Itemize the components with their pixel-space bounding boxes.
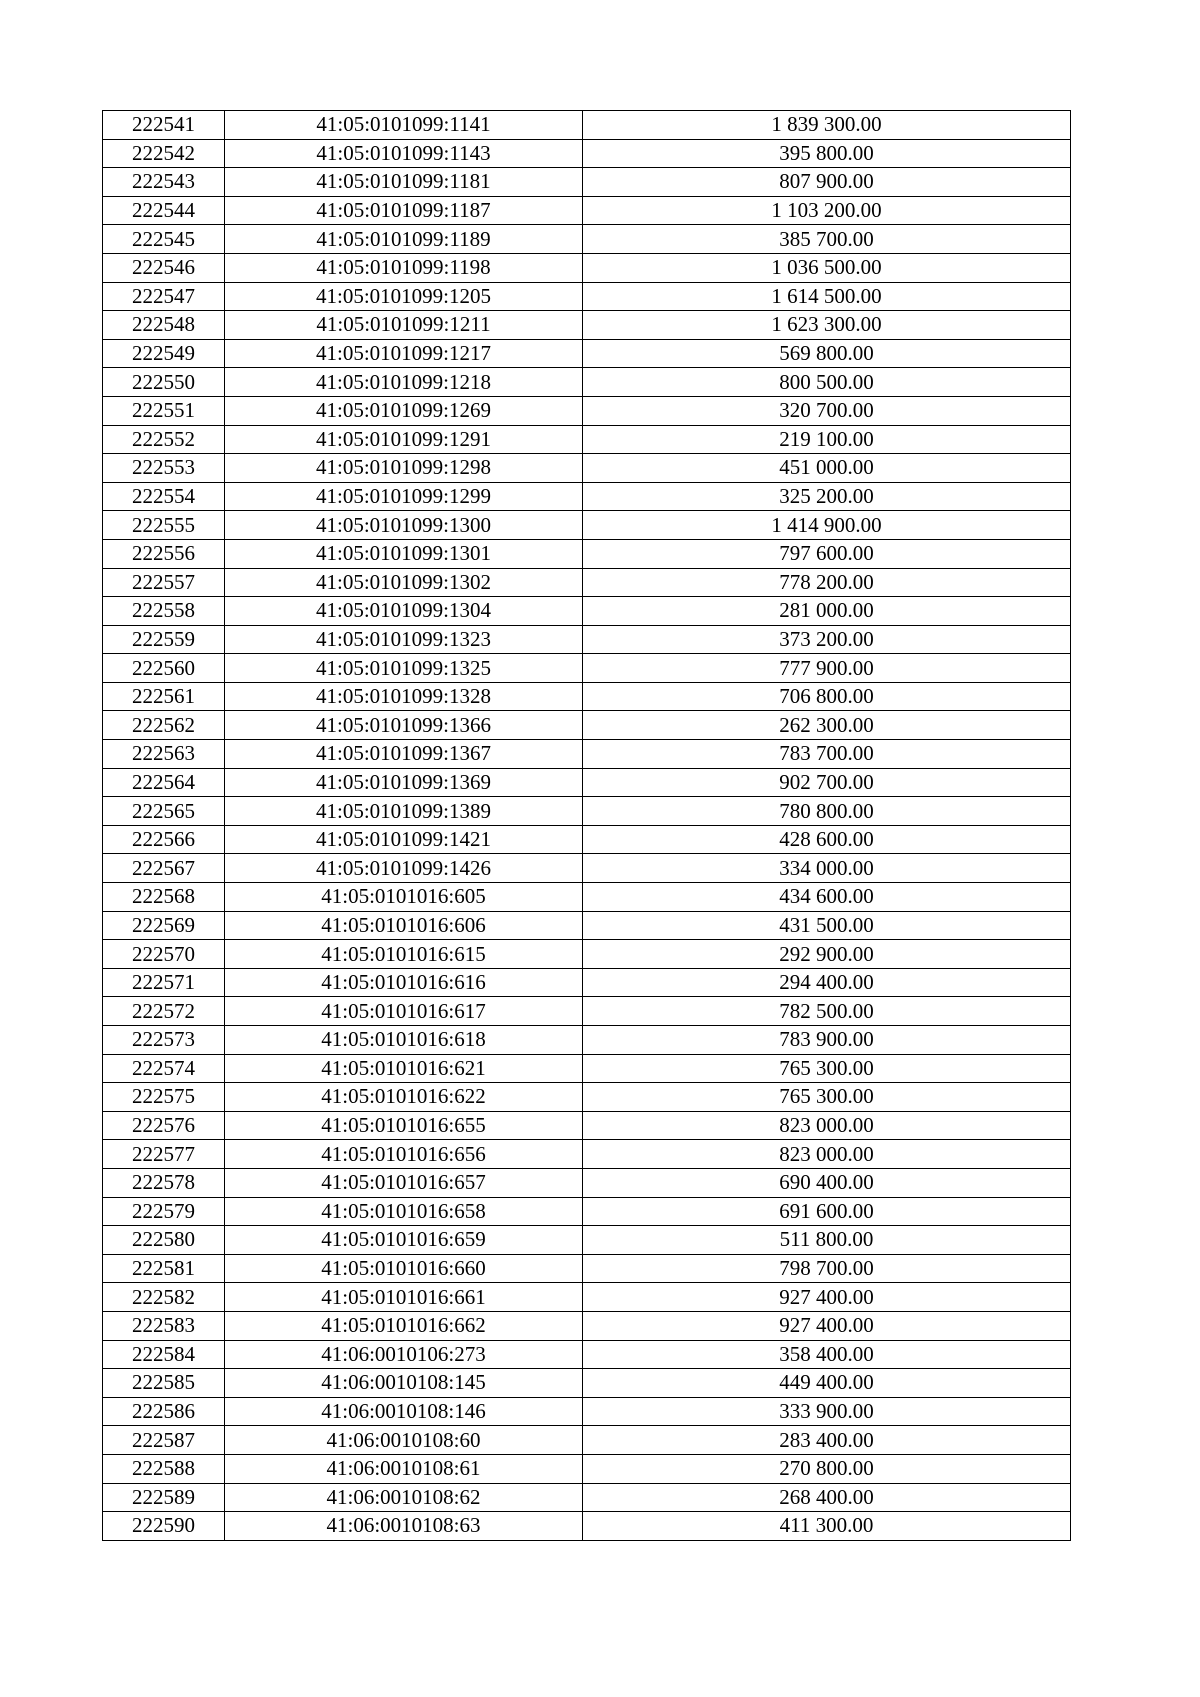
row-number-cell: 222582: [103, 1283, 225, 1312]
cadastral-value-cell: 798 700.00: [583, 1254, 1071, 1283]
table-row: [103, 1168, 1071, 1197]
row-number-cell: 222579: [103, 1197, 225, 1226]
table-row: [103, 1311, 1071, 1340]
cadastral-number-cell: 41:05:0101099:1269: [225, 396, 583, 425]
cadastral-value-cell: 823 000.00: [583, 1140, 1071, 1169]
row-number-cell: 222563: [103, 740, 225, 769]
cadastral-value-cell: 783 900.00: [583, 1026, 1071, 1055]
row-number-cell: 222558: [103, 597, 225, 626]
cadastral-value-cell: 1 614 500.00: [583, 282, 1071, 311]
cadastral-number-cell: 41:06:0010108:63: [225, 1512, 583, 1541]
table-row: [103, 825, 1071, 854]
cadastral-number-cell: 41:05:0101099:1369: [225, 768, 583, 797]
cadastral-value-cell: 283 400.00: [583, 1426, 1071, 1455]
cadastral-number-cell: 41:05:0101016:662: [225, 1311, 583, 1340]
row-number-cell: 222550: [103, 368, 225, 397]
row-number-cell: 222569: [103, 911, 225, 940]
table-row: [103, 797, 1071, 826]
cadastral-value-cell: 373 200.00: [583, 625, 1071, 654]
row-number-cell: 222570: [103, 940, 225, 969]
table-row: [103, 311, 1071, 340]
table-body: [103, 111, 1071, 1541]
cadastral-number-cell: 41:05:0101016:656: [225, 1140, 583, 1169]
row-number-cell: 222589: [103, 1483, 225, 1512]
cadastral-number-cell: 41:05:0101099:1389: [225, 797, 583, 826]
cadastral-value-cell: 511 800.00: [583, 1226, 1071, 1255]
cadastral-value-cell: 281 000.00: [583, 597, 1071, 626]
cadastral-value-cell: 268 400.00: [583, 1483, 1071, 1512]
cadastral-value-cell: 807 900.00: [583, 168, 1071, 197]
table-row: [103, 1512, 1071, 1541]
cadastral-value-cell: 765 300.00: [583, 1083, 1071, 1112]
row-number-cell: 222574: [103, 1054, 225, 1083]
cadastral-number-cell: 41:05:0101099:1217: [225, 339, 583, 368]
table-row: [103, 482, 1071, 511]
row-number-cell: 222561: [103, 682, 225, 711]
table-row: [103, 1397, 1071, 1426]
table-row: [103, 768, 1071, 797]
table-row: [103, 282, 1071, 311]
table-row: [103, 196, 1071, 225]
cadastral-number-cell: 41:05:0101099:1366: [225, 711, 583, 740]
row-number-cell: 222547: [103, 282, 225, 311]
cadastral-number-cell: 41:05:0101099:1302: [225, 568, 583, 597]
cadastral-value-cell: 428 600.00: [583, 825, 1071, 854]
cadastral-value-cell: 1 623 300.00: [583, 311, 1071, 340]
cadastral-value-cell: 1 036 500.00: [583, 253, 1071, 282]
table-row: [103, 1111, 1071, 1140]
cadastral-number-cell: 41:05:0101016:615: [225, 940, 583, 969]
table-row: [103, 568, 1071, 597]
table-row: [103, 1140, 1071, 1169]
cadastral-value-cell: 451 000.00: [583, 454, 1071, 483]
cadastral-number-cell: 41:05:0101016:657: [225, 1168, 583, 1197]
cadastral-value-cell: 823 000.00: [583, 1111, 1071, 1140]
row-number-cell: 222544: [103, 196, 225, 225]
cadastral-number-cell: 41:05:0101016:617: [225, 997, 583, 1026]
cadastral-number-cell: 41:05:0101016:621: [225, 1054, 583, 1083]
cadastral-value-cell: 1 103 200.00: [583, 196, 1071, 225]
row-number-cell: 222551: [103, 396, 225, 425]
row-number-cell: 222549: [103, 339, 225, 368]
cadastral-number-cell: 41:05:0101099:1143: [225, 139, 583, 168]
cadastral-number-cell: 41:05:0101099:1189: [225, 225, 583, 254]
cadastral-number-cell: 41:05:0101099:1299: [225, 482, 583, 511]
table-row: [103, 1054, 1071, 1083]
cadastral-number-cell: 41:05:0101099:1421: [225, 825, 583, 854]
cadastral-value-cell: 797 600.00: [583, 539, 1071, 568]
table-row: [103, 1283, 1071, 1312]
cadastral-value-cell: 385 700.00: [583, 225, 1071, 254]
cadastral-number-cell: 41:05:0101099:1298: [225, 454, 583, 483]
cadastral-number-cell: 41:06:0010108:62: [225, 1483, 583, 1512]
cadastral-value-cell: 1 414 900.00: [583, 511, 1071, 540]
cadastral-value-cell: 219 100.00: [583, 425, 1071, 454]
row-number-cell: 222583: [103, 1311, 225, 1340]
cadastral-number-cell: 41:05:0101016:655: [225, 1111, 583, 1140]
cadastral-value-cell: 262 300.00: [583, 711, 1071, 740]
cadastral-number-cell: 41:05:0101016:659: [225, 1226, 583, 1255]
cadastral-number-cell: 41:05:0101099:1291: [225, 425, 583, 454]
cadastral-value-cell: 320 700.00: [583, 396, 1071, 425]
table-row: [103, 597, 1071, 626]
row-number-cell: 222560: [103, 654, 225, 683]
table-row: [103, 883, 1071, 912]
row-number-cell: 222559: [103, 625, 225, 654]
table-row: [103, 454, 1071, 483]
cadastral-number-cell: 41:05:0101016:660: [225, 1254, 583, 1283]
cadastral-number-cell: 41:05:0101016:606: [225, 911, 583, 940]
table-row: [103, 740, 1071, 769]
table-row: [103, 539, 1071, 568]
cadastral-value-cell: 690 400.00: [583, 1168, 1071, 1197]
table-row: [103, 711, 1071, 740]
cadastral-number-cell: 41:05:0101099:1211: [225, 311, 583, 340]
table-row: [103, 425, 1071, 454]
cadastral-value-cell: 292 900.00: [583, 940, 1071, 969]
cadastral-value-cell: 778 200.00: [583, 568, 1071, 597]
table-row: [103, 854, 1071, 883]
row-number-cell: 222578: [103, 1168, 225, 1197]
table-row: [103, 225, 1071, 254]
row-number-cell: 222584: [103, 1340, 225, 1369]
cadastral-value-cell: 927 400.00: [583, 1311, 1071, 1340]
row-number-cell: 222555: [103, 511, 225, 540]
row-number-cell: 222568: [103, 883, 225, 912]
cadastral-number-cell: 41:05:0101099:1187: [225, 196, 583, 225]
table-row: [103, 1026, 1071, 1055]
cadastral-value-cell: 325 200.00: [583, 482, 1071, 511]
cadastral-value-cell: 902 700.00: [583, 768, 1071, 797]
row-number-cell: 222557: [103, 568, 225, 597]
row-number-cell: 222552: [103, 425, 225, 454]
cadastral-value-table: [102, 110, 1071, 1541]
row-number-cell: 222567: [103, 854, 225, 883]
cadastral-value-cell: 569 800.00: [583, 339, 1071, 368]
cadastral-value-cell: 706 800.00: [583, 682, 1071, 711]
cadastral-value-cell: 927 400.00: [583, 1283, 1071, 1312]
cadastral-value-cell: 765 300.00: [583, 1054, 1071, 1083]
cadastral-value-cell: 333 900.00: [583, 1397, 1071, 1426]
table-row: [103, 339, 1071, 368]
row-number-cell: 222546: [103, 253, 225, 282]
cadastral-number-cell: 41:05:0101099:1141: [225, 111, 583, 140]
row-number-cell: 222562: [103, 711, 225, 740]
table-row: [103, 1454, 1071, 1483]
cadastral-number-cell: 41:06:0010108:146: [225, 1397, 583, 1426]
row-number-cell: 222545: [103, 225, 225, 254]
table-row: [103, 511, 1071, 540]
cadastral-value-cell: 434 600.00: [583, 883, 1071, 912]
row-number-cell: 222554: [103, 482, 225, 511]
cadastral-number-cell: 41:06:0010108:145: [225, 1369, 583, 1398]
cadastral-number-cell: 41:05:0101099:1198: [225, 253, 583, 282]
cadastral-number-cell: 41:05:0101099:1218: [225, 368, 583, 397]
row-number-cell: 222566: [103, 825, 225, 854]
table-row: [103, 968, 1071, 997]
cadastral-number-cell: 41:05:0101099:1367: [225, 740, 583, 769]
table-row: [103, 111, 1071, 140]
table-row: [103, 1226, 1071, 1255]
cadastral-number-cell: 41:05:0101099:1328: [225, 682, 583, 711]
cadastral-number-cell: 41:05:0101016:661: [225, 1283, 583, 1312]
row-number-cell: 222571: [103, 968, 225, 997]
table-row: [103, 1340, 1071, 1369]
cadastral-value-cell: 411 300.00: [583, 1512, 1071, 1541]
cadastral-number-cell: 41:05:0101099:1205: [225, 282, 583, 311]
row-number-cell: 222586: [103, 1397, 225, 1426]
row-number-cell: 222576: [103, 1111, 225, 1140]
cadastral-number-cell: 41:05:0101099:1323: [225, 625, 583, 654]
cadastral-value-cell: 358 400.00: [583, 1340, 1071, 1369]
cadastral-number-cell: 41:06:0010108:60: [225, 1426, 583, 1455]
cadastral-value-cell: 395 800.00: [583, 139, 1071, 168]
table-row: [103, 682, 1071, 711]
row-number-cell: 222541: [103, 111, 225, 140]
cadastral-value-cell: 691 600.00: [583, 1197, 1071, 1226]
cadastral-number-cell: 41:05:0101016:658: [225, 1197, 583, 1226]
cadastral-number-cell: 41:05:0101099:1426: [225, 854, 583, 883]
cadastral-value-cell: 780 800.00: [583, 797, 1071, 826]
cadastral-value-cell: 449 400.00: [583, 1369, 1071, 1398]
cadastral-number-cell: 41:05:0101099:1181: [225, 168, 583, 197]
cadastral-number-cell: 41:05:0101016:618: [225, 1026, 583, 1055]
cadastral-number-cell: 41:05:0101099:1304: [225, 597, 583, 626]
row-number-cell: 222564: [103, 768, 225, 797]
table-row: [103, 625, 1071, 654]
cadastral-number-cell: 41:06:0010108:61: [225, 1454, 583, 1483]
table-row: [103, 911, 1071, 940]
row-number-cell: 222573: [103, 1026, 225, 1055]
cadastral-value-cell: 270 800.00: [583, 1454, 1071, 1483]
cadastral-number-cell: 41:05:0101099:1300: [225, 511, 583, 540]
row-number-cell: 222588: [103, 1454, 225, 1483]
table-row: [103, 1426, 1071, 1455]
table-row: [103, 1197, 1071, 1226]
table-row: [103, 139, 1071, 168]
table-row: [103, 1254, 1071, 1283]
cadastral-number-cell: 41:05:0101099:1301: [225, 539, 583, 568]
table-row: [103, 997, 1071, 1026]
table-row: [103, 1483, 1071, 1512]
table-row: [103, 368, 1071, 397]
row-number-cell: 222587: [103, 1426, 225, 1455]
cadastral-number-cell: 41:05:0101099:1325: [225, 654, 583, 683]
cadastral-number-cell: 41:05:0101016:616: [225, 968, 583, 997]
row-number-cell: 222542: [103, 139, 225, 168]
cadastral-value-cell: 800 500.00: [583, 368, 1071, 397]
cadastral-value-cell: 777 900.00: [583, 654, 1071, 683]
cadastral-number-cell: 41:05:0101016:605: [225, 883, 583, 912]
row-number-cell: 222581: [103, 1254, 225, 1283]
row-number-cell: 222556: [103, 539, 225, 568]
cadastral-value-cell: 782 500.00: [583, 997, 1071, 1026]
cadastral-value-cell: 294 400.00: [583, 968, 1071, 997]
row-number-cell: 222577: [103, 1140, 225, 1169]
table-row: [103, 1369, 1071, 1398]
row-number-cell: 222565: [103, 797, 225, 826]
row-number-cell: 222548: [103, 311, 225, 340]
cadastral-value-cell: 431 500.00: [583, 911, 1071, 940]
table-row: [103, 940, 1071, 969]
cadastral-number-cell: 41:05:0101016:622: [225, 1083, 583, 1112]
cadastral-value-cell: 783 700.00: [583, 740, 1071, 769]
table-row: [103, 253, 1071, 282]
table-row: [103, 168, 1071, 197]
row-number-cell: 222585: [103, 1369, 225, 1398]
row-number-cell: 222580: [103, 1226, 225, 1255]
row-number-cell: 222575: [103, 1083, 225, 1112]
cadastral-value-cell: 334 000.00: [583, 854, 1071, 883]
table-row: [103, 396, 1071, 425]
row-number-cell: 222590: [103, 1512, 225, 1541]
cadastral-number-cell: 41:06:0010106:273: [225, 1340, 583, 1369]
table-row: [103, 1083, 1071, 1112]
row-number-cell: 222553: [103, 454, 225, 483]
cadastral-value-cell: 1 839 300.00: [583, 111, 1071, 140]
table-row: [103, 654, 1071, 683]
row-number-cell: 222543: [103, 168, 225, 197]
row-number-cell: 222572: [103, 997, 225, 1026]
